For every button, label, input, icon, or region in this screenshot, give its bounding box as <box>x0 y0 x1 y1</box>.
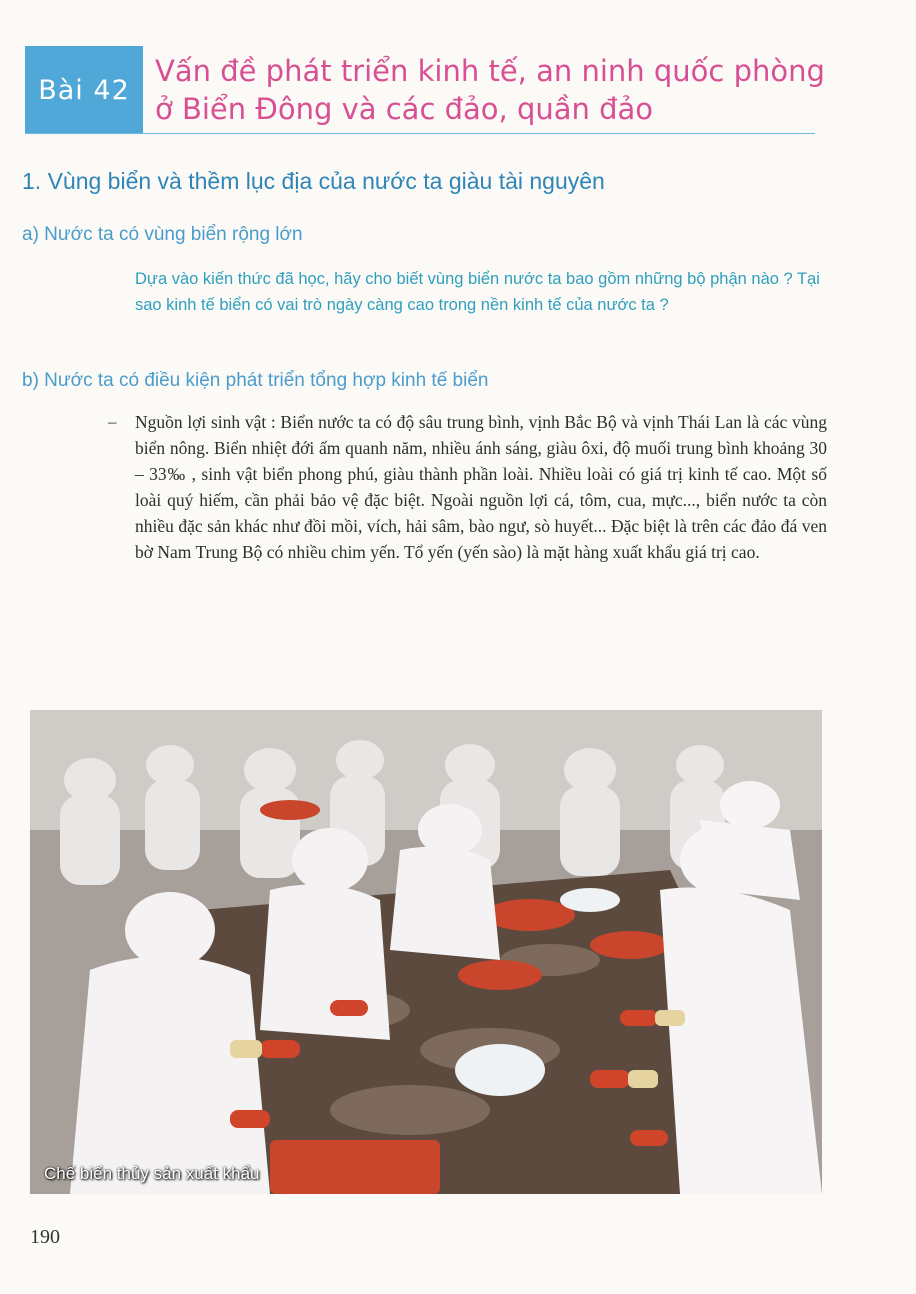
photo-caption: Chế biến thủy sản xuất khẩu <box>44 1164 260 1183</box>
lesson-badge <box>25 46 143 134</box>
section-heading: 1. Vùng biển và thềm lục địa của nước ta giàu tài nguyên <box>22 168 605 194</box>
body-paragraph: Nguồn lợi sinh vật : Biển nước ta có độ sâu trung bình, vịnh Bắc Bộ và vịnh Thái Lan là các vùng biển nông. Biển nhiệt đới ấm quanh năm, nhiều ánh sáng, giàu ôxi, độ muối trung bình khoảng 30 – 33‰ , sinh vật biển phong phú, giàu thành phần loài. Nhiều loài có giá trị kinh tế cao. Một số loài quý hiếm, cần phải bảo vệ đặc biệt. Ngoài nguồn lợi cá, tôm, cua, mực..., biển nước ta còn nhiều đặc sản khác như đồi mồi, vích, hải sâm, bào ngư, sò huyết... Đặc biệt là trên các đảo đá ven bờ Nam Trung Bộ có nhiều chim yến. Tổ yến (yến sào) là mặt hàng xuất khẩu giá trị cao. <box>135 412 827 562</box>
title-divider <box>25 133 815 134</box>
bullet-dash: – <box>108 412 117 431</box>
lesson-title-line1: Vấn đề phát triển kinh tế, an ninh quốc phòng <box>155 54 825 88</box>
page-number: 190 <box>30 1226 60 1248</box>
lesson-title <box>155 52 855 128</box>
lesson-number: Bài 42 <box>38 74 130 106</box>
seafood-processing-photo <box>30 710 822 1194</box>
subheading-b: b) Nước ta có điều kiện phát triển tổng hợp kinh tế biển <box>22 370 489 391</box>
photo-illustration <box>30 710 822 1194</box>
question-paragraph: Dựa vào kiến thức đã học, hãy cho biết vùng biển nước ta bao gồm những bộ phận nào ? Tại sao kinh tế biển có vai trò ngày càng cao trong nền kinh tế của nước ta ? <box>135 270 820 314</box>
subheading-a: a) Nước ta có vùng biển rộng lớn <box>22 224 303 245</box>
lesson-title-line2: ở Biển Đông và các đảo, quần đảo <box>155 92 654 126</box>
